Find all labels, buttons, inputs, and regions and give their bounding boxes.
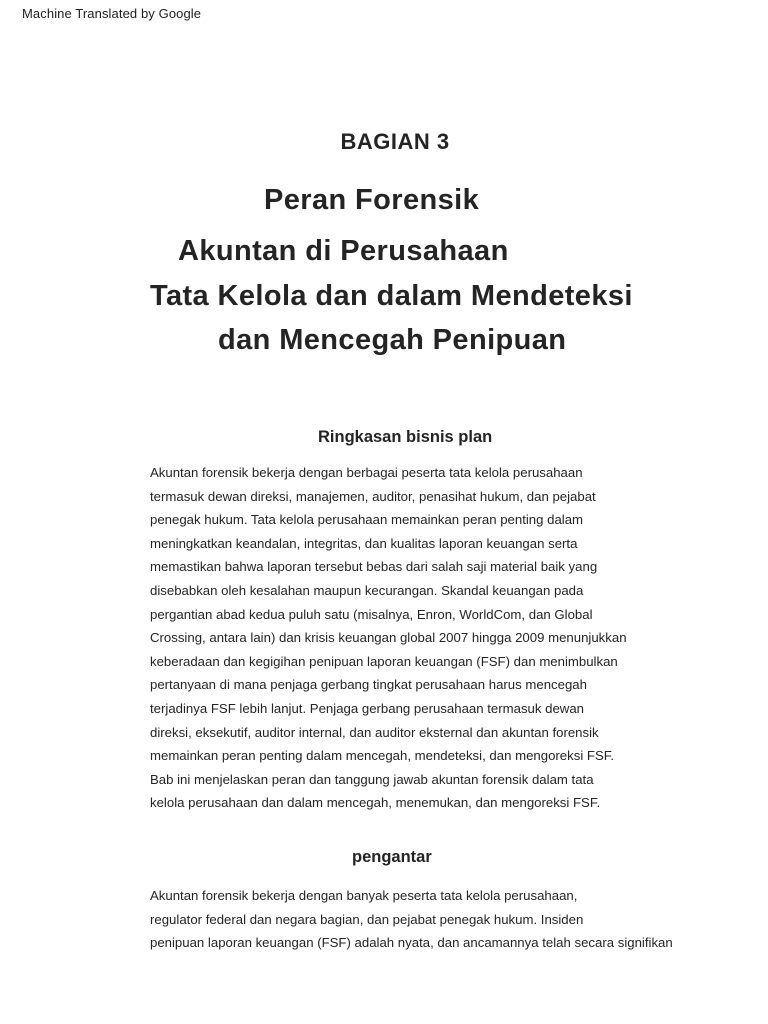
intro-paragraph <box>150 884 750 955</box>
intro-line: regulator federal dan negara bagian, dan pejabat penegak hukum. Insiden <box>150 911 584 927</box>
chapter-title-line-4: dan Mencegah Penipuan <box>218 324 567 356</box>
summary-heading: Ringkasan bisnis plan <box>318 428 493 446</box>
summary-line: pergantian abad kedua puluh satu (misalnya, Enron, WorldCom, dan Global <box>150 606 593 622</box>
summary-line: kelola perusahaan dan dalam mencegah, menemukan, dan mengoreksi FSF. <box>150 795 601 811</box>
chapter-title-line-2: Akuntan di Perusahaan <box>178 235 509 267</box>
summary-paragraph <box>150 461 750 815</box>
summary-line: Bab ini menjelaskan peran dan tanggung jawab akuntan forensik dalam tata <box>150 771 594 787</box>
summary-line: disebabkan oleh kesalahan maupun kecurangan. Skandal keuangan pada <box>150 582 584 598</box>
machine-translated-label: Machine Translated by Google <box>22 6 202 21</box>
chapter-title-line-1: Peran Forensik <box>264 184 480 216</box>
intro-heading: pengantar <box>352 848 432 866</box>
intro-line: Akuntan forensik bekerja dengan banyak peserta tata kelola perusahaan, <box>150 888 578 903</box>
summary-line: memastikan bahwa laporan tersebut bebas dari salah saji material baik yang <box>150 559 598 575</box>
part-label: BAGIAN 3 <box>340 129 450 154</box>
summary-line: Akuntan forensik bekerja dengan berbagai peserta tata kelola perusahaan <box>150 465 583 480</box>
intro-line: penipuan laporan keuangan (FSF) adalah nyata, dan ancamannya telah secara signifikan <box>150 935 673 951</box>
summary-line: meningkatkan keandalan, integritas, dan kualitas laporan keuangan serta <box>150 535 578 551</box>
summary-line: direksi, eksekutif, auditor internal, dan auditor eksternal dan akuntan forensik <box>150 724 599 740</box>
summary-line: penegak hukum. Tata kelola perusahaan memainkan peran penting dalam <box>150 512 584 528</box>
summary-line: memainkan peran penting dalam mencegah, mendeteksi, dan mengoreksi FSF. <box>150 748 615 764</box>
summary-line: pertanyaan di mana penjaga gerbang tingkat perusahaan harus mencegah <box>150 677 587 693</box>
summary-line: keberadaan dan kegigihan penipuan laporan keuangan (FSF) dan menimbulkan <box>150 653 618 669</box>
summary-line: Crossing, antara lain) dan krisis keuangan global 2007 hingga 2009 menunjukkan <box>150 630 627 646</box>
summary-line: terjadinya FSF lebih lanjut. Penjaga gerbang perusahaan termasuk dewan <box>150 700 584 716</box>
summary-line: termasuk dewan direksi, manajemen, auditor, penasihat hukum, dan pejabat <box>150 488 596 504</box>
chapter-title-line-3: Tata Kelola dan dalam Mendeteksi <box>150 280 633 312</box>
